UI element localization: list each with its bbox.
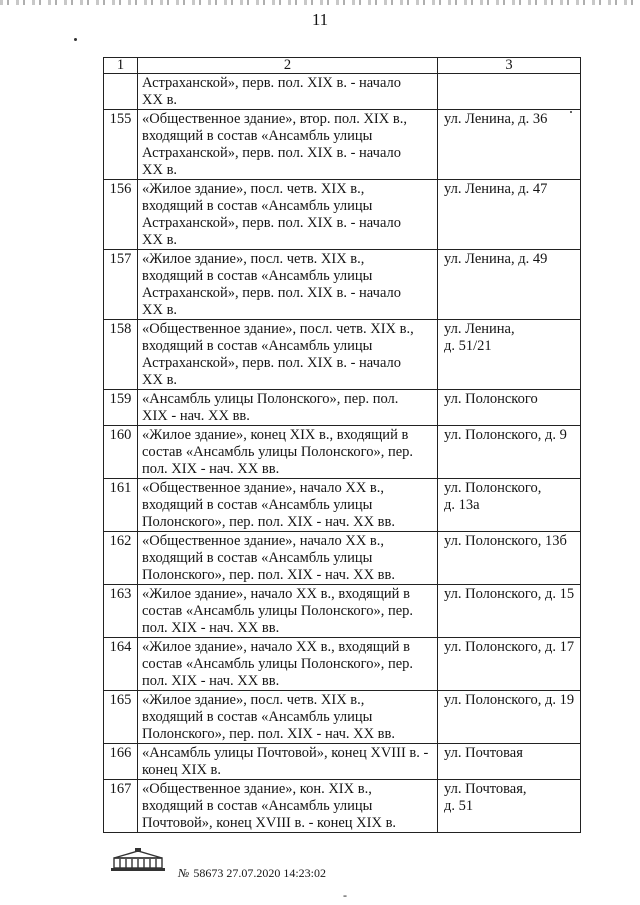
row-number: 164 — [104, 638, 138, 691]
table-row — [104, 110, 581, 180]
row-description: «Общественное здание», втор. пол. XIX в., входящий в состав «Ансамбль улицы Астраханской», перв. пол. XIX в. - начало XX в. — [138, 110, 438, 180]
row-address — [438, 74, 581, 110]
number-sign: № — [178, 866, 190, 880]
row-description: Астраханской», перв. пол. XIX в. - начало XX в. — [138, 74, 438, 110]
row-number: 166 — [104, 744, 138, 780]
table-row — [104, 691, 581, 744]
row-description: «Жилое здание», посл. четв. XIX в., входящий в состав «Ансамбль улицы Астраханской», перв. пол. XIX в. - начало XX в. — [138, 250, 438, 320]
column-header-1: 1 — [104, 58, 138, 74]
table-row — [104, 638, 581, 691]
row-description: «Жилое здание», посл. четв. XIX в., входящий в состав «Ансамбль улицы Полонского», пер. пол. XIX - нач. XX вв. — [138, 691, 438, 744]
row-description: «Жилое здание», начало XX в., входящий в состав «Ансамбль улицы Полонского», пер. пол. XIX - нач. XX вв. — [138, 638, 438, 691]
row-number: 157 — [104, 250, 138, 320]
table-row — [104, 390, 581, 426]
table-row — [104, 479, 581, 532]
row-number: 156 — [104, 180, 138, 250]
row-address: ул. Почтовая, д. 51 — [438, 780, 581, 833]
row-description: «Общественное здание», посл. четв. XIX в., входящий в состав «Ансамбль улицы Астраханской», перв. пол. XIX в. - начало XX в. — [138, 320, 438, 390]
row-description: «Ансамбль улицы Почтовой», конец XVIII в. - конец XIX в. — [138, 744, 438, 780]
row-number: 163 — [104, 585, 138, 638]
row-number: 165 — [104, 691, 138, 744]
row-address: ул. Ленина, д. 36 — [438, 110, 581, 180]
row-description: «Общественное здание», начало XX в., входящий в состав «Ансамбль улицы Полонского», пер. пол. XIX - нач. XX вв. — [138, 479, 438, 532]
row-number: 155 — [104, 110, 138, 180]
column-header-2: 2 — [138, 58, 438, 74]
row-address: ул. Ленина, д. 47 — [438, 180, 581, 250]
table-row — [104, 250, 581, 320]
table-header-row — [104, 58, 581, 74]
table-row — [104, 180, 581, 250]
table-row — [104, 426, 581, 479]
row-address: ул. Полонского, д. 19 — [438, 691, 581, 744]
page-number: 11 — [311, 10, 329, 29]
row-number — [104, 74, 138, 110]
row-number: 167 — [104, 780, 138, 833]
row-address: ул. Полонского, д. 9 — [438, 426, 581, 479]
document-stamp — [178, 866, 326, 881]
row-description: «Жилое здание», начало XX в., входящий в состав «Ансамбль улицы Полонского», пер. пол. XIX - нач. XX вв. — [138, 585, 438, 638]
scan-edge-noise — [0, 0, 640, 5]
row-address: ул. Ленина, д. 49 — [438, 250, 581, 320]
table-row — [104, 532, 581, 585]
row-address: ул. Полонского, д. 15 — [438, 585, 581, 638]
heritage-registry-table — [103, 57, 581, 833]
table-row — [104, 74, 581, 110]
bottom-mark: - — [343, 888, 347, 902]
row-description: «Ансамбль улицы Полонского», пер. пол. XIX - нач. XX вв. — [138, 390, 438, 426]
row-number: 159 — [104, 390, 138, 426]
column-header-3: 3 — [438, 58, 581, 74]
row-number: 158 — [104, 320, 138, 390]
row-description: «Общественное здание», кон. XIX в., входящий в состав «Ансамбль улицы Почтовой», конец XVIII в. - конец XIX в. — [138, 780, 438, 833]
scan-speck — [74, 38, 77, 41]
row-address: ул. Ленина, д. 51/21 — [438, 320, 581, 390]
row-number: 162 — [104, 532, 138, 585]
table-row — [104, 744, 581, 780]
row-address: ул. Полонского — [438, 390, 581, 426]
document-stamp-text: 58673 27.07.2020 14:23:02 — [193, 866, 326, 880]
table-row — [104, 585, 581, 638]
row-address: ул. Почтовая — [438, 744, 581, 780]
row-number: 160 — [104, 426, 138, 479]
row-address: ул. Полонского, д. 17 — [438, 638, 581, 691]
row-address: ул. Полонского, 13б — [438, 532, 581, 585]
government-building-logo-icon — [110, 848, 166, 872]
row-description: «Жилое здание», конец XIX в., входящий в состав «Ансамбль улицы Полонского», пер. пол. XIX - нач. XX вв. — [138, 426, 438, 479]
row-address: ул. Полонского, д. 13а — [438, 479, 581, 532]
table-row — [104, 320, 581, 390]
row-number: 161 — [104, 479, 138, 532]
row-description: «Жилое здание», посл. четв. XIX в., входящий в состав «Ансамбль улицы Астраханской», перв. пол. XIX в. - начало XX в. — [138, 180, 438, 250]
row-description: «Общественное здание», начало XX в., входящий в состав «Ансамбль улицы Полонского», пер. пол. XIX - нач. XX вв. — [138, 532, 438, 585]
table-row — [104, 780, 581, 833]
